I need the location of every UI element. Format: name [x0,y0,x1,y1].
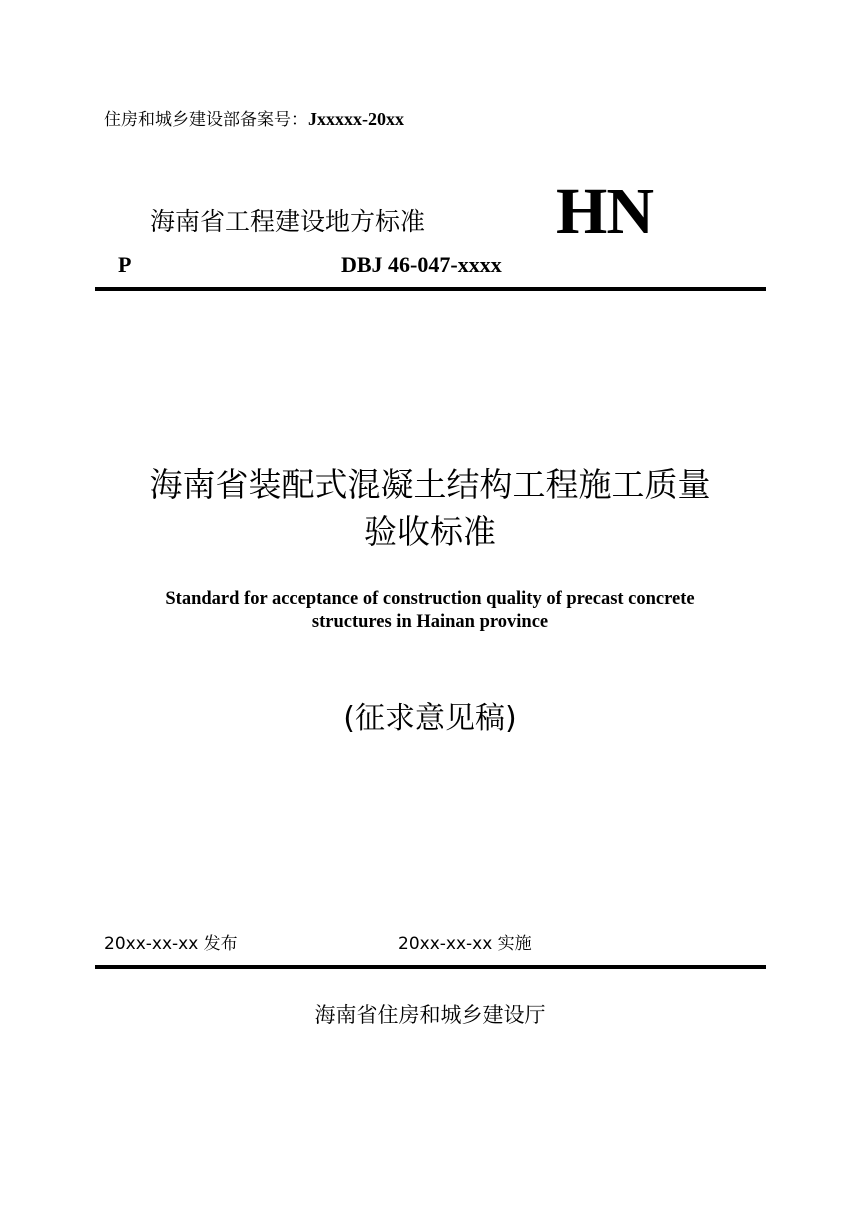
chinese-title-line-2: 验收标准 [364,512,496,551]
filing-number-label: 住房和城乡建设部备案号： [104,110,308,130]
chinese-title-line-1: 海南省装配式混凝土结构工程施工质量 [149,465,711,504]
bottom-divider [95,965,766,969]
issue-date: 20xx-xx-xx 发布 [104,934,238,954]
chinese-title [0,461,860,555]
standard-code: DBJ 46-047-xxxx [341,252,502,277]
filing-number-line [104,108,404,131]
english-title-line-2: structures in Hainan province [311,612,549,632]
filing-number-value: Jxxxxx-20xx [308,109,404,129]
publisher: 海南省住房和城乡建设厅 [314,1003,546,1027]
english-title [0,588,860,634]
implementation-date: 20xx-xx-xx 实施 [398,934,532,954]
english-title-line-1: Standard for acceptance of construction quality of precast concrete [165,589,695,609]
standard-category: 海南省工程建设地方标准 [150,207,426,236]
region-code-mark: HN [556,175,653,248]
top-divider [95,287,766,291]
draft-label: (征求意见稿) [343,701,517,736]
p-mark: P [118,252,132,277]
